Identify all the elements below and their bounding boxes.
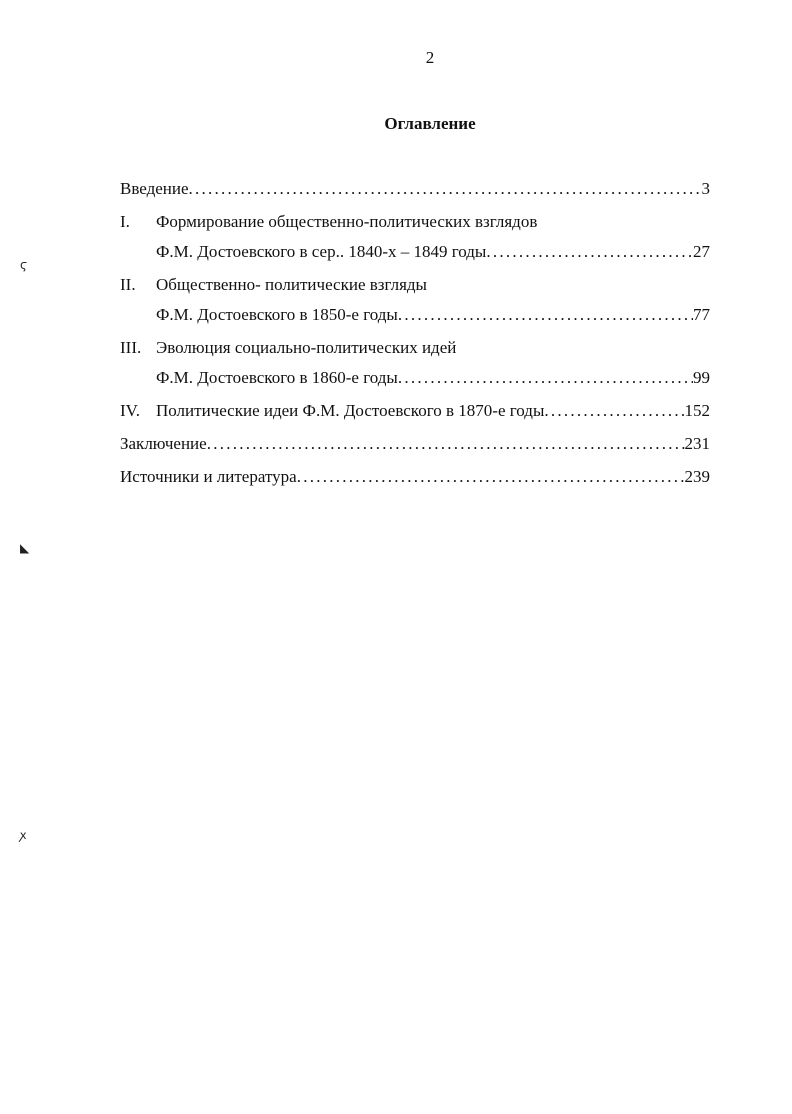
toc-entry-page: 231 <box>684 434 710 453</box>
toc-entry-introduction <box>120 174 710 204</box>
toc-entry-page: 99 <box>693 368 710 387</box>
toc-entry-number: II. <box>120 275 136 294</box>
toc-entry-chapter-1 <box>120 207 710 237</box>
table-of-contents <box>120 174 710 492</box>
toc-entry-text: Введение <box>120 179 189 198</box>
toc-entry-text: Ф.М. Достоевского в 1860-е годы <box>156 368 398 387</box>
toc-entry-chapter-4 <box>120 396 710 426</box>
toc-leader-dots <box>544 396 684 426</box>
toc-title: Оглавление <box>384 114 476 133</box>
toc-entry-chapter-1-cont <box>120 237 710 267</box>
scan-artifact-mark: ϛ <box>20 258 28 272</box>
scan-artifact-mark: ◣ <box>20 541 30 555</box>
toc-entry-chapter-3 <box>120 333 710 363</box>
toc-entry-page: 27 <box>693 242 710 261</box>
toc-entry-text: Эволюция социально-политических идей <box>156 338 457 357</box>
toc-entry-chapter-3-cont <box>120 363 710 393</box>
toc-entry-page: 152 <box>684 401 710 420</box>
toc-entry-text: Заключение <box>120 434 207 453</box>
toc-entry-text: Ф.М. Достоевского в сер.. 1840-х – 1849 годы <box>156 242 487 261</box>
toc-entry-number: III. <box>120 338 142 357</box>
toc-leader-dots <box>398 363 693 393</box>
toc-entry-chapter-2-cont <box>120 300 710 330</box>
toc-leader-dots <box>189 174 702 204</box>
toc-leader-dots <box>486 237 693 267</box>
toc-entry-page: 77 <box>693 305 710 324</box>
toc-leader-dots <box>207 429 685 459</box>
toc-leader-dots <box>297 462 685 492</box>
toc-entry-sources <box>120 462 710 492</box>
toc-leader-dots <box>398 300 693 330</box>
toc-entry-number: I. <box>120 212 130 231</box>
toc-entry-page: 3 <box>701 179 710 198</box>
toc-entry-text: Политические идеи Ф.М. Достоевского в 1870-е годы <box>156 401 545 420</box>
toc-entry-text: Общественно- политические взгляды <box>156 275 427 294</box>
toc-entry-text: Формирование общественно-политических взглядов <box>156 212 538 231</box>
page-number: 2 <box>425 48 435 67</box>
toc-entry-page: 239 <box>684 467 710 486</box>
scan-artifact-mark: ꭗ <box>20 828 27 842</box>
toc-entry-text: Источники и литература <box>120 467 297 486</box>
toc-entry-text: Ф.М. Достоевского в 1850-е годы <box>156 305 398 324</box>
toc-entry-chapter-2 <box>120 270 710 300</box>
toc-entry-number: IV. <box>120 401 140 420</box>
toc-entry-conclusion <box>120 429 710 459</box>
